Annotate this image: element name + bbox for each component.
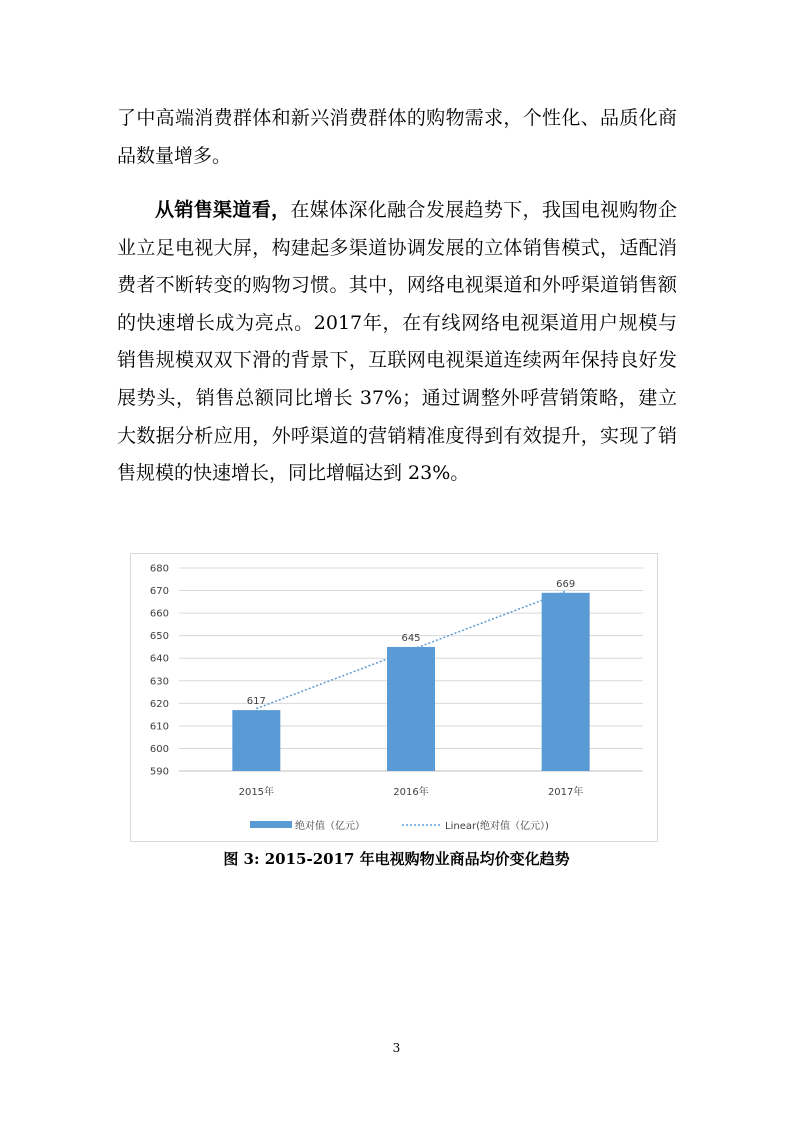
legend-bar-label: 绝对值（亿元）	[295, 821, 365, 832]
bar	[232, 710, 280, 771]
data-label: 669	[556, 578, 576, 590]
paragraph-intro-text: 了中高端消费群体和新兴消费群体的购物需求，个性化、品质化商品数量增多。	[117, 107, 677, 167]
y-tick-label: 620	[149, 698, 169, 710]
paragraph-intro	[117, 100, 677, 175]
bar	[387, 647, 435, 771]
y-tick-label: 660	[149, 608, 169, 620]
page-number: 3	[392, 1041, 401, 1055]
bar	[542, 593, 590, 771]
y-tick-label: 670	[149, 586, 169, 598]
paragraph-sales-channel	[117, 192, 677, 493]
legend-bar-swatch	[250, 821, 292, 828]
y-tick-label: 650	[149, 631, 169, 643]
paragraph-lead: 从销售渠道看，	[155, 199, 291, 221]
paragraph-sales-channel-text: 在媒体深化融合发展趋势下，我国电视购物企业立足电视大屏，构建起多渠道协调发展的立体销售模式，适配消费者不断转变的购物习惯。其中，网络电视渠道和外呼渠道销售额的快速增长成为亮点。2017年，在有线网络电视渠道用户规模与销售规模双双下滑的背景下，互联网电视渠道连续两年保持良好发展势头，销售总额同比增长 37%；通过调整外呼营销策略，建立大数据分析应用，外呼渠道的营销精准度得到有效提升，实现了销售规模的快速增长，同比增幅达到 23%。	[117, 199, 677, 485]
y-tick-label: 680	[149, 563, 169, 575]
x-tick-label: 2017年	[547, 787, 584, 798]
data-label: 617	[246, 696, 266, 708]
y-tick-label: 590	[149, 766, 169, 778]
figure-caption: 图 3: 2015-2017 年电视购物业商品均价变化趋势	[223, 850, 570, 868]
x-tick-label: 2016年	[393, 787, 429, 798]
legend-trend-label: Linear(绝对值（亿元）)	[445, 821, 549, 832]
x-tick-label: 2015年	[238, 787, 275, 798]
bar-chart	[131, 554, 657, 841]
y-tick-label: 630	[149, 676, 169, 688]
chart-container	[130, 553, 658, 842]
data-label: 645	[401, 632, 421, 644]
y-tick-label: 640	[149, 653, 169, 665]
y-tick-label: 600	[149, 743, 169, 755]
y-tick-label: 610	[149, 721, 169, 733]
